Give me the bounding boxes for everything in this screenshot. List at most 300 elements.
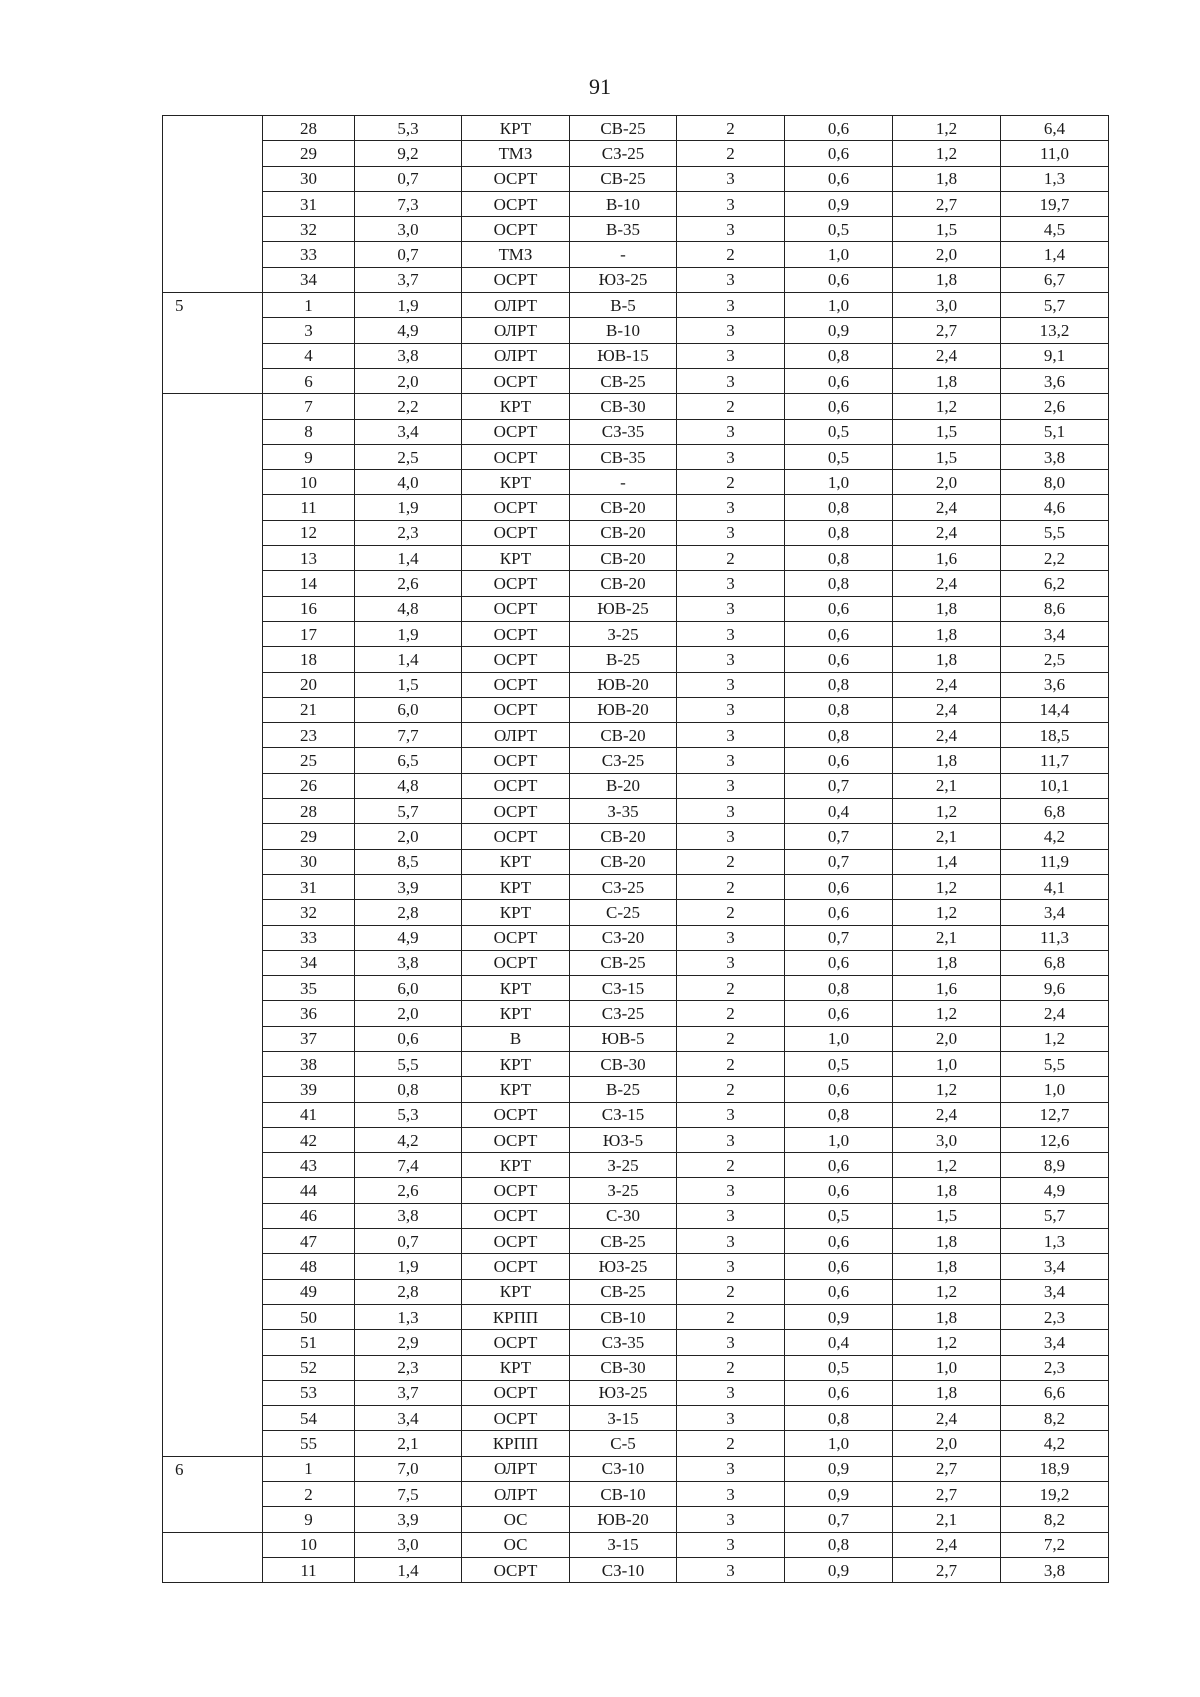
type-cell: ОЛРТ [462, 318, 570, 343]
table-row [163, 1330, 1109, 1355]
row-number-cell: 9 [263, 444, 355, 469]
type-cell: КРТ [462, 1051, 570, 1076]
row-number-cell: 49 [263, 1279, 355, 1304]
coef-cell: 0,6 [785, 874, 893, 899]
value-cell: 6,0 [355, 697, 462, 722]
total-cell: 5,7 [1001, 1203, 1109, 1228]
value-cell: 5,3 [355, 116, 462, 141]
direction-cell: В-25 [570, 1077, 677, 1102]
table-row [163, 571, 1109, 596]
coef-cell: 0,7 [785, 849, 893, 874]
class-cell: 3 [677, 824, 785, 849]
total-cell: 9,6 [1001, 976, 1109, 1001]
product-cell: 1,5 [893, 444, 1001, 469]
table-row [163, 116, 1109, 141]
table-row [163, 1304, 1109, 1329]
total-cell: 3,8 [1001, 1557, 1109, 1582]
coef-cell: 0,8 [785, 697, 893, 722]
class-cell: 2 [677, 849, 785, 874]
total-cell: 18,5 [1001, 723, 1109, 748]
value-cell: 3,8 [355, 950, 462, 975]
class-cell: 2 [677, 1077, 785, 1102]
type-cell: КРТ [462, 546, 570, 571]
product-cell: 2,1 [893, 925, 1001, 950]
value-cell: 2,5 [355, 444, 462, 469]
type-cell: ОСРТ [462, 217, 570, 242]
row-number-cell: 50 [263, 1304, 355, 1329]
class-cell: 3 [677, 293, 785, 318]
direction-cell: ЮВ-25 [570, 596, 677, 621]
coef-cell: 0,8 [785, 723, 893, 748]
value-cell: 7,7 [355, 723, 462, 748]
value-cell: 1,9 [355, 495, 462, 520]
value-cell: 1,9 [355, 293, 462, 318]
row-number-cell: 32 [263, 900, 355, 925]
total-cell: 5,5 [1001, 520, 1109, 545]
value-cell: 5,5 [355, 1051, 462, 1076]
product-cell: 1,5 [893, 419, 1001, 444]
coef-cell: 0,6 [785, 647, 893, 672]
direction-cell: З-25 [570, 621, 677, 646]
value-cell: 3,7 [355, 1380, 462, 1405]
class-cell: 2 [677, 141, 785, 166]
class-cell: 2 [677, 394, 785, 419]
type-cell: ОЛРТ [462, 343, 570, 368]
value-cell: 0,7 [355, 166, 462, 191]
row-number-cell: 31 [263, 874, 355, 899]
total-cell: 4,6 [1001, 495, 1109, 520]
direction-cell: ЮЗ-25 [570, 1254, 677, 1279]
type-cell: КРТ [462, 976, 570, 1001]
row-number-cell: 51 [263, 1330, 355, 1355]
table-row [163, 1482, 1109, 1507]
total-cell: 6,8 [1001, 799, 1109, 824]
type-cell: ОСРТ [462, 1557, 570, 1582]
type-cell: ТМЗ [462, 141, 570, 166]
table-row [163, 900, 1109, 925]
product-cell: 1,8 [893, 368, 1001, 393]
class-cell: 3 [677, 495, 785, 520]
coef-cell: 0,6 [785, 1254, 893, 1279]
value-cell: 4,9 [355, 925, 462, 950]
row-number-cell: 53 [263, 1380, 355, 1405]
product-cell: 1,0 [893, 1355, 1001, 1380]
row-number-cell: 33 [263, 925, 355, 950]
table-row [163, 141, 1109, 166]
row-number-cell: 23 [263, 723, 355, 748]
direction-cell: СВ-30 [570, 1355, 677, 1380]
total-cell: 19,7 [1001, 191, 1109, 216]
value-cell: 2,0 [355, 1001, 462, 1026]
coef-cell: 0,4 [785, 1330, 893, 1355]
product-cell: 1,8 [893, 267, 1001, 292]
direction-cell: СЗ-35 [570, 1330, 677, 1355]
value-cell: 1,4 [355, 546, 462, 571]
value-cell: 0,7 [355, 242, 462, 267]
product-cell: 2,4 [893, 495, 1001, 520]
row-number-cell: 16 [263, 596, 355, 621]
total-cell: 3,4 [1001, 900, 1109, 925]
coef-cell: 0,5 [785, 1355, 893, 1380]
type-cell: ОСРТ [462, 267, 570, 292]
direction-cell: З-15 [570, 1532, 677, 1557]
product-cell: 2,0 [893, 242, 1001, 267]
row-number-cell: 3 [263, 318, 355, 343]
class-cell: 3 [677, 1203, 785, 1228]
total-cell: 6,6 [1001, 1380, 1109, 1405]
direction-cell: - [570, 242, 677, 267]
group-label-cell [163, 1532, 263, 1583]
table-row [163, 318, 1109, 343]
row-number-cell: 1 [263, 1456, 355, 1481]
coef-cell: 0,6 [785, 1178, 893, 1203]
table-row [163, 368, 1109, 393]
class-cell: 3 [677, 748, 785, 773]
direction-cell: ЮВ-20 [570, 1507, 677, 1532]
total-cell: 6,8 [1001, 950, 1109, 975]
total-cell: 5,5 [1001, 1051, 1109, 1076]
row-number-cell: 1 [263, 293, 355, 318]
coef-cell: 0,6 [785, 621, 893, 646]
class-cell: 3 [677, 1380, 785, 1405]
row-number-cell: 43 [263, 1153, 355, 1178]
direction-cell: С-30 [570, 1203, 677, 1228]
type-cell: КРПП [462, 1304, 570, 1329]
class-cell: 2 [677, 1001, 785, 1026]
type-cell: ОЛРТ [462, 723, 570, 748]
type-cell: ОСРТ [462, 773, 570, 798]
class-cell: 3 [677, 267, 785, 292]
direction-cell: СЗ-15 [570, 1102, 677, 1127]
direction-cell: ЮВ-20 [570, 672, 677, 697]
table-row [163, 1001, 1109, 1026]
table-row [163, 1279, 1109, 1304]
row-number-cell: 12 [263, 520, 355, 545]
table-row [163, 723, 1109, 748]
table-row [163, 1077, 1109, 1102]
class-cell: 3 [677, 596, 785, 621]
row-number-cell: 13 [263, 546, 355, 571]
coef-cell: 0,6 [785, 950, 893, 975]
class-cell: 2 [677, 1153, 785, 1178]
type-cell: ОЛРТ [462, 1456, 570, 1481]
row-number-cell: 11 [263, 1557, 355, 1582]
total-cell: 4,2 [1001, 824, 1109, 849]
product-cell: 1,2 [893, 116, 1001, 141]
table-row [163, 419, 1109, 444]
class-cell: 3 [677, 799, 785, 824]
product-cell: 1,8 [893, 621, 1001, 646]
type-cell: ТМЗ [462, 242, 570, 267]
row-number-cell: 31 [263, 191, 355, 216]
value-cell: 3,7 [355, 267, 462, 292]
direction-cell: СВ-25 [570, 368, 677, 393]
product-cell: 2,7 [893, 1557, 1001, 1582]
total-cell: 3,8 [1001, 444, 1109, 469]
coef-cell: 0,6 [785, 267, 893, 292]
class-cell: 2 [677, 116, 785, 141]
row-number-cell: 33 [263, 242, 355, 267]
coef-cell: 0,7 [785, 773, 893, 798]
class-cell: 3 [677, 1482, 785, 1507]
direction-cell: СВ-20 [570, 824, 677, 849]
direction-cell: ЮЗ-25 [570, 1380, 677, 1405]
type-cell: ОС [462, 1532, 570, 1557]
total-cell: 14,4 [1001, 697, 1109, 722]
table-row [163, 849, 1109, 874]
class-cell: 3 [677, 1102, 785, 1127]
class-cell: 3 [677, 1456, 785, 1481]
value-cell: 3,8 [355, 1203, 462, 1228]
table-row [163, 444, 1109, 469]
value-cell: 3,0 [355, 1532, 462, 1557]
class-cell: 3 [677, 419, 785, 444]
table-row [163, 217, 1109, 242]
row-number-cell: 44 [263, 1178, 355, 1203]
type-cell: ОСРТ [462, 1178, 570, 1203]
row-number-cell: 18 [263, 647, 355, 672]
coef-cell: 0,6 [785, 116, 893, 141]
row-number-cell: 34 [263, 267, 355, 292]
row-number-cell: 30 [263, 849, 355, 874]
product-cell: 1,2 [893, 141, 1001, 166]
direction-cell: СЗ-10 [570, 1557, 677, 1582]
direction-cell: ЮВ-20 [570, 697, 677, 722]
table-row [163, 1203, 1109, 1228]
product-cell: 2,4 [893, 1532, 1001, 1557]
direction-cell: СВ-30 [570, 394, 677, 419]
direction-cell: СВ-20 [570, 571, 677, 596]
row-number-cell: 10 [263, 470, 355, 495]
total-cell: 3,4 [1001, 1279, 1109, 1304]
class-cell: 3 [677, 1254, 785, 1279]
row-number-cell: 4 [263, 343, 355, 368]
class-cell: 3 [677, 217, 785, 242]
value-cell: 8,5 [355, 849, 462, 874]
coef-cell: 0,9 [785, 318, 893, 343]
total-cell: 8,9 [1001, 1153, 1109, 1178]
row-number-cell: 17 [263, 621, 355, 646]
total-cell: 12,6 [1001, 1127, 1109, 1152]
type-cell: ОСРТ [462, 697, 570, 722]
type-cell: КРТ [462, 470, 570, 495]
value-cell: 3,4 [355, 1406, 462, 1431]
table-row [163, 647, 1109, 672]
value-cell: 3,9 [355, 874, 462, 899]
direction-cell: СЗ-20 [570, 925, 677, 950]
coef-cell: 0,6 [785, 394, 893, 419]
table-row [163, 1507, 1109, 1532]
direction-cell: СЗ-35 [570, 419, 677, 444]
row-number-cell: 37 [263, 1026, 355, 1051]
product-cell: 1,8 [893, 596, 1001, 621]
value-cell: 9,2 [355, 141, 462, 166]
class-cell: 3 [677, 773, 785, 798]
value-cell: 1,5 [355, 672, 462, 697]
class-cell: 3 [677, 621, 785, 646]
value-cell: 2,8 [355, 900, 462, 925]
class-cell: 3 [677, 1557, 785, 1582]
type-cell: КРТ [462, 116, 570, 141]
product-cell: 1,0 [893, 1051, 1001, 1076]
type-cell: ОСРТ [462, 191, 570, 216]
coef-cell: 0,9 [785, 191, 893, 216]
value-cell: 1,9 [355, 1254, 462, 1279]
type-cell: ОЛРТ [462, 1482, 570, 1507]
product-cell: 2,0 [893, 470, 1001, 495]
type-cell: КРТ [462, 1355, 570, 1380]
product-cell: 2,7 [893, 1456, 1001, 1481]
type-cell: ОСРТ [462, 1203, 570, 1228]
table-row [163, 470, 1109, 495]
total-cell: 3,4 [1001, 621, 1109, 646]
value-cell: 0,7 [355, 1229, 462, 1254]
direction-cell: СВ-10 [570, 1482, 677, 1507]
row-number-cell: 39 [263, 1077, 355, 1102]
class-cell: 2 [677, 976, 785, 1001]
total-cell: 1,4 [1001, 242, 1109, 267]
value-cell: 4,8 [355, 596, 462, 621]
table-row [163, 976, 1109, 1001]
coef-cell: 0,5 [785, 444, 893, 469]
class-cell: 2 [677, 470, 785, 495]
direction-cell: ЮЗ-5 [570, 1127, 677, 1152]
value-cell: 2,8 [355, 1279, 462, 1304]
row-number-cell: 48 [263, 1254, 355, 1279]
table-row [163, 1406, 1109, 1431]
value-cell: 4,0 [355, 470, 462, 495]
product-cell: 1,2 [893, 1077, 1001, 1102]
row-number-cell: 54 [263, 1406, 355, 1431]
total-cell: 11,0 [1001, 141, 1109, 166]
table-row [163, 1532, 1109, 1557]
type-cell: ОС [462, 1507, 570, 1532]
total-cell: 11,3 [1001, 925, 1109, 950]
class-cell: 3 [677, 191, 785, 216]
value-cell: 2,6 [355, 1178, 462, 1203]
table-row [163, 1254, 1109, 1279]
class-cell: 2 [677, 1051, 785, 1076]
coef-cell: 1,0 [785, 293, 893, 318]
table-row [163, 343, 1109, 368]
product-cell: 1,8 [893, 1304, 1001, 1329]
table-row [163, 166, 1109, 191]
type-cell: ОСРТ [462, 950, 570, 975]
class-cell: 2 [677, 546, 785, 571]
total-cell: 4,5 [1001, 217, 1109, 242]
class-cell: 3 [677, 697, 785, 722]
value-cell: 1,4 [355, 1557, 462, 1582]
value-cell: 6,5 [355, 748, 462, 773]
product-cell: 2,4 [893, 343, 1001, 368]
product-cell: 2,4 [893, 1102, 1001, 1127]
type-cell: ОСРТ [462, 672, 570, 697]
direction-cell: СЗ-25 [570, 748, 677, 773]
class-cell: 3 [677, 1532, 785, 1557]
product-cell: 2,0 [893, 1431, 1001, 1456]
row-number-cell: 26 [263, 773, 355, 798]
coef-cell: 0,8 [785, 672, 893, 697]
direction-cell: З-35 [570, 799, 677, 824]
row-number-cell: 47 [263, 1229, 355, 1254]
type-cell: ОСРТ [462, 368, 570, 393]
direction-cell: СВ-20 [570, 520, 677, 545]
value-cell: 3,8 [355, 343, 462, 368]
coef-cell: 0,9 [785, 1304, 893, 1329]
group-label-cell [163, 116, 263, 293]
product-cell: 2,4 [893, 571, 1001, 596]
row-number-cell: 42 [263, 1127, 355, 1152]
coef-cell: 0,9 [785, 1456, 893, 1481]
type-cell: ОСРТ [462, 799, 570, 824]
value-cell: 3,4 [355, 419, 462, 444]
type-cell: ОСРТ [462, 571, 570, 596]
table-row [163, 1431, 1109, 1456]
class-cell: 3 [677, 166, 785, 191]
table-row [163, 1026, 1109, 1051]
value-cell: 7,5 [355, 1482, 462, 1507]
total-cell: 1,3 [1001, 166, 1109, 191]
product-cell: 2,7 [893, 191, 1001, 216]
table-row [163, 824, 1109, 849]
product-cell: 1,2 [893, 1001, 1001, 1026]
value-cell: 2,3 [355, 1355, 462, 1380]
value-cell: 4,8 [355, 773, 462, 798]
direction-cell: СВ-25 [570, 116, 677, 141]
table-row [163, 546, 1109, 571]
coef-cell: 0,8 [785, 1532, 893, 1557]
coef-cell: 0,6 [785, 1380, 893, 1405]
coef-cell: 0,6 [785, 596, 893, 621]
type-cell: В [462, 1026, 570, 1051]
product-cell: 1,8 [893, 166, 1001, 191]
table-row [163, 394, 1109, 419]
table-row [163, 1127, 1109, 1152]
row-number-cell: 30 [263, 166, 355, 191]
row-number-cell: 38 [263, 1051, 355, 1076]
coef-cell: 0,8 [785, 976, 893, 1001]
class-cell: 3 [677, 520, 785, 545]
direction-cell: СЗ-25 [570, 141, 677, 166]
total-cell: 4,9 [1001, 1178, 1109, 1203]
value-cell: 4,9 [355, 318, 462, 343]
total-cell: 3,4 [1001, 1330, 1109, 1355]
total-cell: 6,7 [1001, 267, 1109, 292]
direction-cell: В-20 [570, 773, 677, 798]
type-cell: ОСРТ [462, 495, 570, 520]
product-cell: 2,1 [893, 824, 1001, 849]
type-cell: ОЛРТ [462, 293, 570, 318]
product-cell: 2,4 [893, 1406, 1001, 1431]
value-cell: 0,8 [355, 1077, 462, 1102]
page-number: 91 [589, 74, 611, 99]
coef-cell: 1,0 [785, 1026, 893, 1051]
coef-cell: 0,9 [785, 1557, 893, 1582]
product-cell: 2,4 [893, 723, 1001, 748]
type-cell: ОСРТ [462, 925, 570, 950]
class-cell: 3 [677, 1330, 785, 1355]
row-number-cell: 6 [263, 368, 355, 393]
value-cell: 6,0 [355, 976, 462, 1001]
coef-cell: 0,6 [785, 1001, 893, 1026]
type-cell: ОСРТ [462, 1330, 570, 1355]
row-number-cell: 25 [263, 748, 355, 773]
table-row [163, 1153, 1109, 1178]
total-cell: 8,2 [1001, 1406, 1109, 1431]
direction-cell: В-25 [570, 647, 677, 672]
type-cell: ОСРТ [462, 1380, 570, 1405]
row-number-cell: 11 [263, 495, 355, 520]
